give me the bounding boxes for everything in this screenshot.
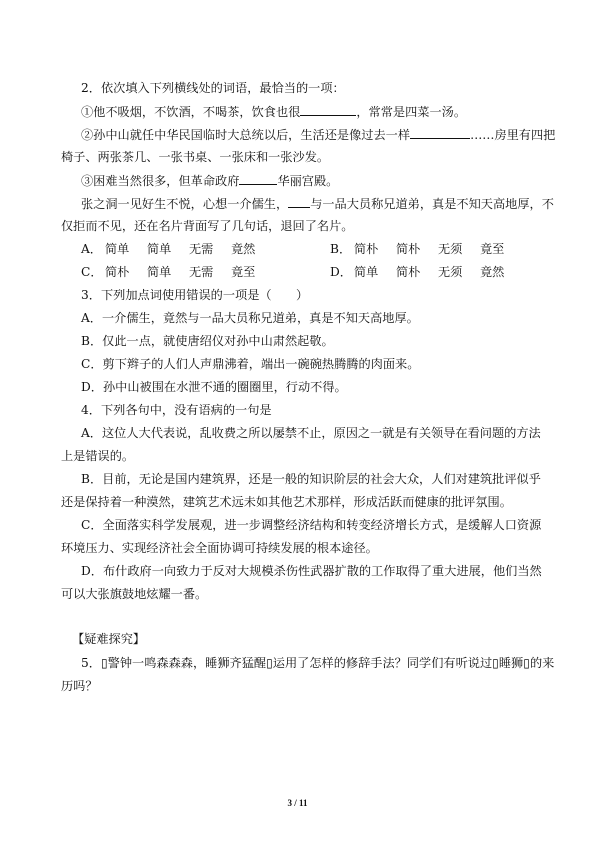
q4-option-c-line-2: 环境压力、实现经济社会全面协调可持续发展的根本途径。	[61, 541, 378, 555]
q3-option-d: D．孙中山被围在水泄不通的圈圈里，行动不得。	[81, 380, 347, 394]
q2-stem: 2．依次填入下列横线处的词语，最恰当的一项：	[81, 81, 345, 95]
q3-option-a: A．一介儒生，竟然与一品大员称兄道弟，真是不知天高地厚。	[81, 311, 419, 325]
q2-sentence-3	[81, 172, 338, 189]
q3-option-b: B．仅此一点，就使唐绍仪对孙中山肃然起敬。	[81, 334, 334, 348]
q2-s1-part-b: ，常常是四菜一汤。	[356, 105, 467, 119]
q3-stem: 3．下列加点词使用错误的一项是（ ）	[81, 288, 309, 302]
fill-blank-3	[239, 172, 277, 185]
q2-s4-part-a: 张之洞一见好生不悦，心想一介儒生，	[81, 197, 289, 211]
q4-stem: 4．下列各句中，没有语病的一句是	[81, 403, 272, 417]
q2-s4-part-b: 与一品大员称兄道弟，真是不知天高地厚，不	[310, 197, 554, 211]
q2-option-a: A． 简单 简单 无需 竟然	[81, 242, 256, 256]
q4-option-b-line-1: B．目前，无论是国内建筑界，还是一般的知识阶层的社会大众，人们对建筑批评似乎	[81, 472, 541, 486]
q2-s3-part-a: ③困难当然很多，但革命政府	[81, 174, 240, 188]
page-number: 3 / 11	[287, 798, 308, 808]
q4-option-a-line-1: A．这位人大代表说，乱收费之所以屡禁不止，原因之一就是有关领导在看问题的方法	[81, 426, 541, 440]
q2-sentence-4	[81, 195, 554, 212]
fill-blank-4	[288, 195, 310, 208]
section-heading: 【疑难探究】	[72, 632, 146, 646]
q2-s4-part-c: 仅拒而不见，还在名片背面写了几句话，退回了名片。	[61, 219, 354, 233]
fill-blank-1	[300, 103, 356, 116]
q4-option-c-line-1: C．全面落实科学发展观，进一步调整经济结构和转变经济增长方式，是缓解人口资源	[81, 518, 542, 532]
q2-s2-part-c: 椅子、两张茶几、一张书桌、一张床和一张沙发。	[61, 150, 330, 164]
q2-s3-part-b: 华丽宫殿。	[277, 174, 339, 188]
q2-sentence-1	[81, 103, 466, 120]
q4-option-d-line-1: D．布什政府一向致力于反对大规模杀伤性武器扩散的工作取得了重大进展，他们当然	[81, 564, 542, 578]
q2-option-b: B． 简朴 简朴 无须 竟至	[330, 242, 505, 256]
q2-s2-part-b: ……房里有四把	[470, 128, 556, 142]
q2-s2-part-a: ②孙中山就任中华民国临时大总统以后，生活还是像过去一样	[81, 128, 411, 142]
q2-s1-part-a: ①他不吸烟，不饮酒，不喝茶，饮食也很	[81, 105, 301, 119]
q3-option-c: C．剪下辫子的人们人声鼎沸着，端出一碗碗热腾腾的肉面来。	[81, 357, 420, 371]
q5-line-1: 5．▯警钟一鸣森森森，睡狮齐猛醒▯运用了怎样的修辞手法？同学们有听说过▯睡狮▯的来	[81, 656, 555, 670]
fill-blank-2	[410, 126, 470, 139]
q4-option-d-line-2: 可以大张旗鼓地炫耀一番。	[61, 587, 208, 601]
q2-option-d: D． 简单 简朴 无须 竟然	[330, 265, 505, 279]
q2-option-c: C． 简朴 简单 无需 竟至	[81, 265, 256, 279]
q2-sentence-2	[81, 126, 555, 143]
q5-line-2: 历吗？	[61, 679, 98, 693]
q4-option-b-line-2: 还是保持着一种漠然，建筑艺术远未如其他艺术那样，形成活跃而健康的批评氛围。	[61, 495, 512, 509]
q4-option-a-line-2: 上是错误的。	[61, 449, 135, 463]
